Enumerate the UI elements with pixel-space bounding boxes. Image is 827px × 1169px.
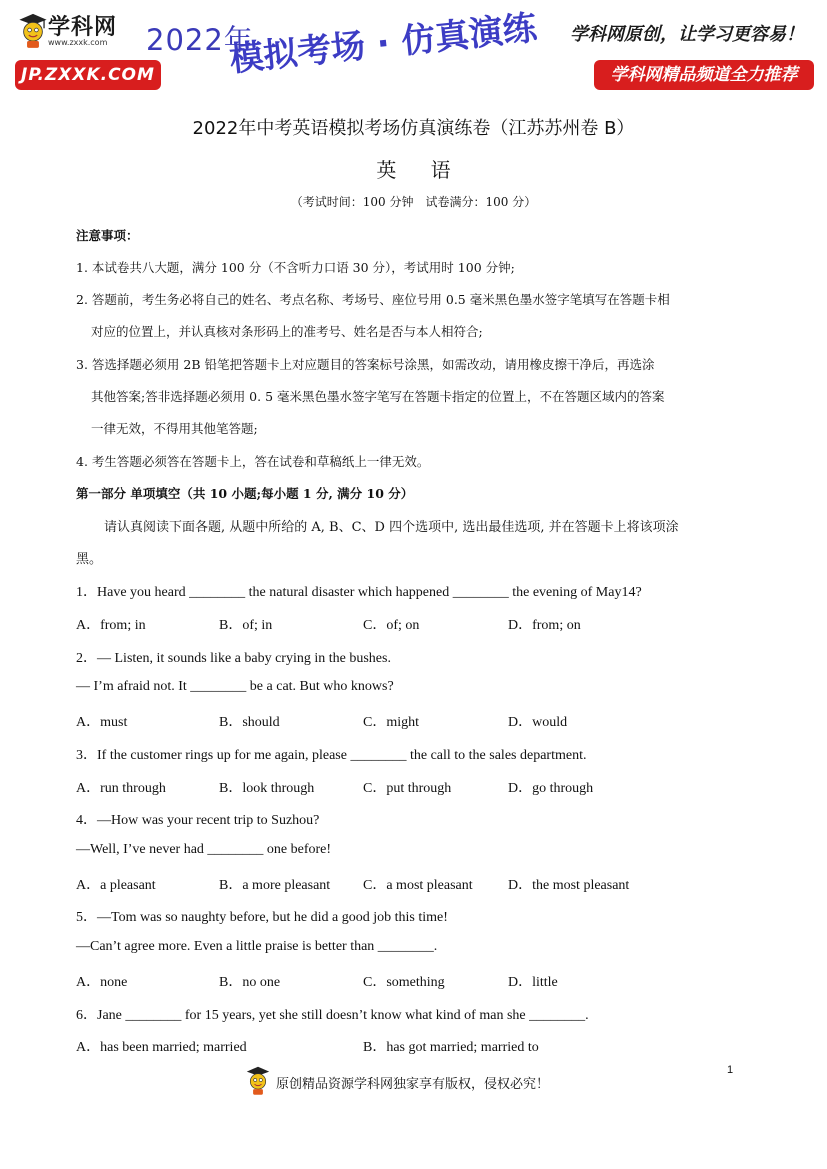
question-stem: 3．If the customer rings up for me again, please ________ the call to the sales department.	[76, 748, 587, 763]
option-c[interactable]: C．something	[363, 975, 445, 990]
footer-copyright: 原创精品资源学科网独家享有版权，侵权必究！	[276, 1077, 550, 1092]
question-stem: 1．Have you heard ________ the natural disaster which happened ________ the evening of May14?	[76, 585, 642, 600]
option-a[interactable]: A．must	[76, 715, 128, 730]
option-d[interactable]: D．go through	[508, 781, 594, 796]
note-line: 1. 本试卷共八大题，满分 100 分（不含听力口语 30 分），考试用时 100 分钟;	[76, 260, 515, 275]
option-d[interactable]: D．little	[508, 975, 558, 990]
option-a[interactable]: A．from; in	[76, 618, 146, 633]
option-c[interactable]: C．put through	[363, 781, 452, 796]
note-line: 对应的位置上，并认真核对条形码上的准考号、姓名是否与本人相符合;	[91, 324, 483, 339]
option-d[interactable]: D．would	[508, 715, 568, 730]
logo-url: www.zxxk.com	[48, 38, 108, 47]
option-d[interactable]: D．from; on	[508, 618, 581, 633]
note-line: 2. 答题前，考生务必将自己的姓名、考点名称、考场号、座位号用 0.5 毫米黑色墨水签字笔填写在答题卡相	[76, 292, 670, 307]
site-badge[interactable]: JP.ZXXK.COM	[15, 60, 161, 90]
question-stem: 5．—Tom was so naughty before, but he did a good job this time!	[76, 910, 448, 925]
option-b[interactable]: B．of; in	[219, 618, 273, 633]
exam-info: （考试时间：100 分钟 试卷满分：100 分）	[290, 195, 537, 209]
section-instruction: 请认真阅读下面各题, 从题中所给的 A, B、C、D 四个选项中, 选出最佳选项, 并在答题卡上将该项涂	[104, 520, 679, 535]
option-a[interactable]: A．has been married; married	[76, 1040, 247, 1055]
question-stem: 6．Jane ________ for 15 years, yet she still doesn’t know what kind of man she ________.	[76, 1008, 589, 1023]
question-stem: —Can’t agree more. Even a little praise is better than ________.	[76, 939, 438, 954]
year-label: 2022年	[146, 23, 254, 57]
option-b[interactable]: B．should	[219, 715, 280, 730]
note-line: 一律无效，不得用其他笔答题;	[91, 421, 258, 436]
subject-title: 英 语	[376, 158, 465, 182]
notes-heading: 注意事项：	[76, 228, 139, 243]
exam-title: 2022年中考英语模拟考场仿真演练卷（江苏苏州卷 B）	[192, 118, 635, 139]
option-a[interactable]: A．none	[76, 975, 128, 990]
section-instruction: 黑。	[76, 552, 103, 567]
promo-badge: 学科网精品频道全力推荐	[594, 60, 814, 90]
option-b[interactable]: B．has got married; married to	[363, 1040, 539, 1055]
question-stem: 2．— Listen, it sounds like a baby crying in the bushes.	[76, 651, 391, 666]
section-heading: 第一部分 单项填空（共 10 小题;每小题 1 分, 满分 10 分）	[76, 486, 414, 501]
option-c[interactable]: C．a most pleasant	[363, 878, 473, 893]
option-a[interactable]: A．a pleasant	[76, 878, 156, 893]
question-stem: 4．—How was your recent trip to Suzhou?	[76, 813, 320, 828]
slogan: 学科网原创，让学习更容易！	[570, 24, 804, 45]
note-line: 4. 考生答题必须答在答题卡上，答在试卷和草稿纸上一律无效。	[76, 454, 430, 469]
option-b[interactable]: B．a more pleasant	[219, 878, 331, 893]
option-b[interactable]: B．no one	[219, 975, 281, 990]
logo-text: 学科网	[48, 15, 118, 40]
option-c[interactable]: C．of; on	[363, 618, 420, 633]
page-number: 1	[727, 1064, 734, 1076]
banner-title: 模拟考场 · 仿真演练	[227, 7, 539, 81]
note-line: 3. 答选择题必须用 2B 铅笔把答题卡上对应题目的答案标号涂黑，如需改动，请用橡皮擦干净后，再选涂	[76, 357, 655, 372]
option-b[interactable]: B．look through	[219, 781, 315, 796]
mascot-logo-icon	[16, 10, 50, 50]
note-line: 其他答案;答非选择题必须用 0. 5 毫米黑色墨水签字笔写在答题卡指定的位置上，不在答题区域内的答案	[91, 389, 665, 404]
mascot-footer-icon	[244, 1064, 272, 1096]
option-a[interactable]: A．run through	[76, 781, 166, 796]
option-d[interactable]: D．the most pleasant	[508, 878, 630, 893]
option-c[interactable]: C．might	[363, 715, 420, 730]
question-stem: — I’m afraid not. It ________ be a cat. But who knows?	[76, 679, 394, 694]
question-stem: —Well, I’ve never had ________ one before!	[76, 842, 332, 857]
